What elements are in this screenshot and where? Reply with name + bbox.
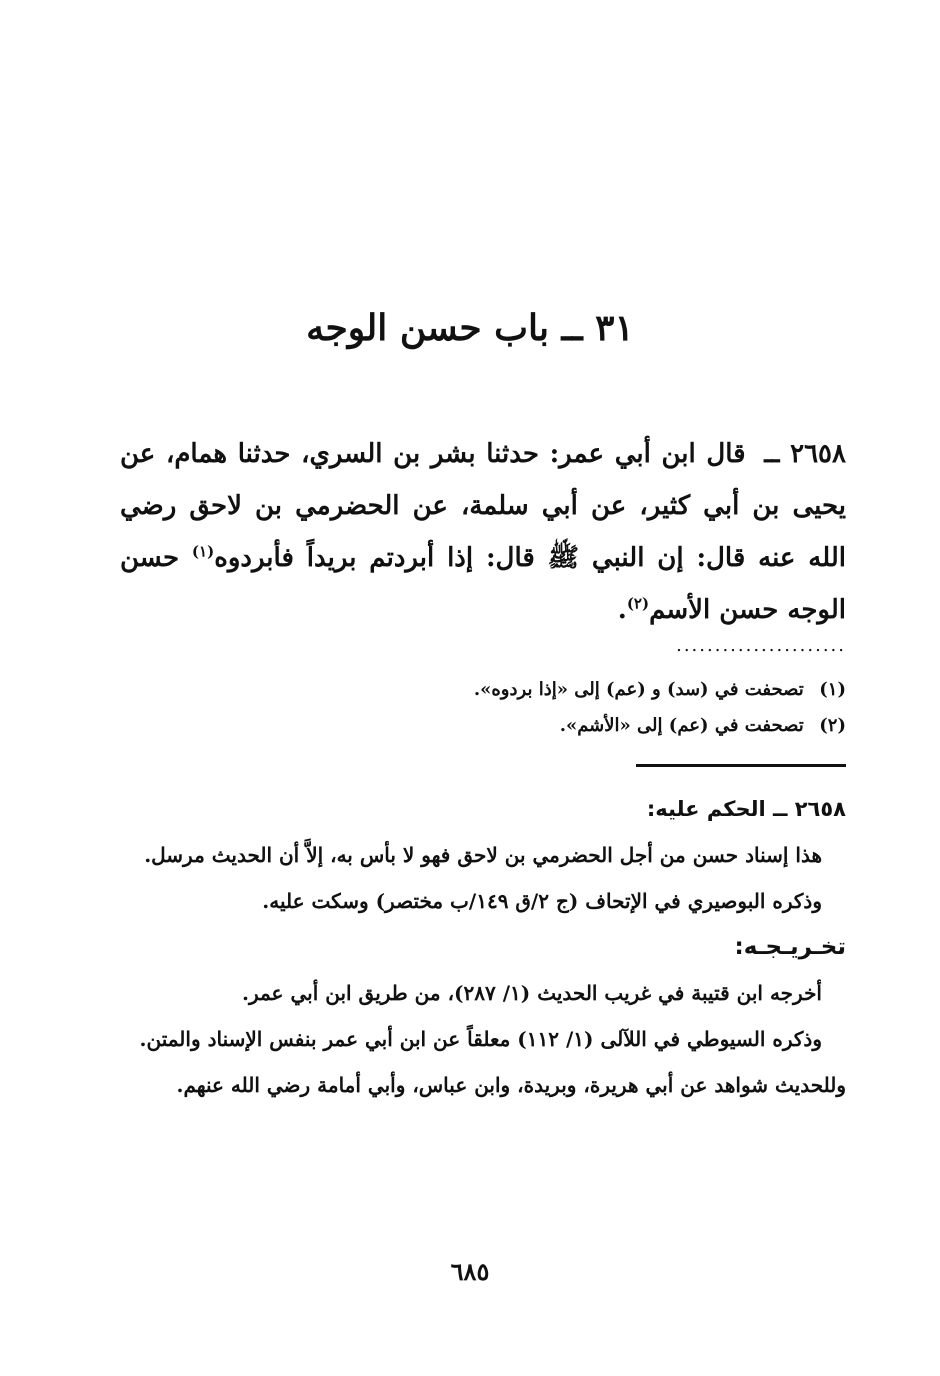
footnote-ref-1: (١)	[191, 542, 215, 561]
ruling-section	[120, 786, 846, 1108]
ruling-heading: ٢٦٥٨ ــ الحكم عليه:	[646, 797, 846, 821]
takhrij-paragraph-2: وذكره السيوطي في اللآلى (١/ ١١٢) معلقاً عن ابن أبي عمر بنفس الإسناد والمتن.	[139, 1027, 822, 1051]
footnote-1	[120, 672, 846, 708]
footnotes	[120, 672, 846, 744]
footnote-2	[120, 708, 846, 744]
section-divider	[636, 764, 846, 767]
hadith-number: ٢٦٥٨ ــ	[764, 439, 846, 469]
ruling-paragraph-2: وذكره البوصيري في الإتحاف (ج ٢/ق ١٤٩/ب مختصر) وسكت عليه.	[262, 889, 822, 913]
takhrij-paragraph-1: أخرجه ابن قتيبة في غريب الحديث (١/ ٢٨٧)، من طريق ابن أبي عمر.	[242, 981, 822, 1005]
footnote-text: تصحفت في (عم) إلى «الأشم».	[559, 715, 804, 736]
hadith-body-part1: قال ابن أبي عمر: حدثنا بشر بن السري، حدثنا همام، عن يحيى بن أبي كثير، عن أبي سلمة، عن الحضرمي بن لاحق رضي الله عنه قال: إن النبي ﷺ قال: إذا أبردتم بريداً فأبردوه	[120, 439, 846, 573]
chapter-title: ٣١ ــ باب حسن الوجه	[306, 307, 634, 349]
footnote-number: (٢)	[819, 715, 846, 736]
footnote-ref-2: (٢)	[626, 594, 650, 613]
page-number: ٦٨٥	[450, 1257, 490, 1286]
footnote-separator: ......................	[676, 636, 846, 656]
takhrij-heading: تخـريـجـه:	[734, 934, 846, 960]
footnote-text: تصحفت في (سد) و (عم) إلى «إذا بردوه».	[473, 679, 804, 700]
hadith-text	[120, 428, 846, 636]
ruling-paragraph-1: هذا إسناد حسن من أجل الحضرمي بن لاحق فهو لا بأس به، إلاَّ أن الحديث مرسل.	[144, 843, 822, 867]
footnote-number: (١)	[819, 679, 846, 700]
hadith-body-part2: حسن الوجه حسن الأسم	[120, 543, 846, 625]
takhrij-paragraph-3: وللحديث شواهد عن أبي هريرة، وبريدة، وابن عباس، وأبي أمامة رضي الله عنهم.	[176, 1073, 846, 1097]
hadith-body-end: .	[617, 595, 627, 625]
